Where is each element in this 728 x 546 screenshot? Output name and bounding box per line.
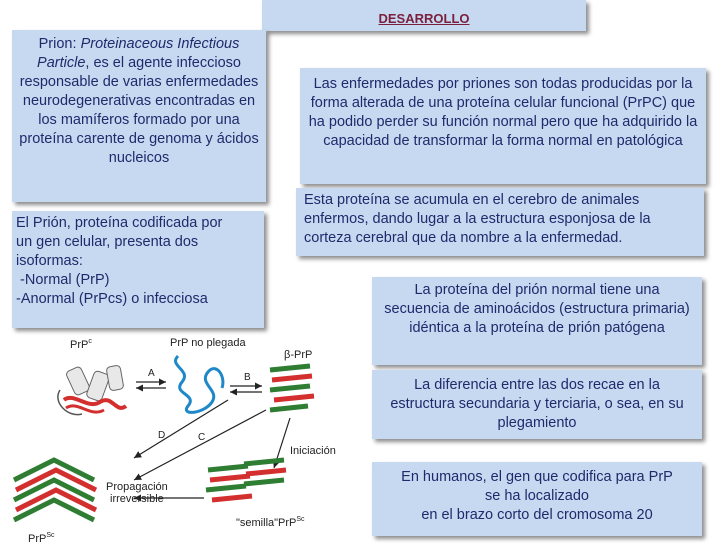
enfermedades-box	[300, 68, 706, 184]
unfolded-prp-icon	[176, 356, 223, 412]
semilla-prpsc-icon	[206, 460, 286, 500]
humanos-line-1: En humanos, el gen que codifica para PrP	[401, 469, 673, 485]
label-prpc: PrP$^c$	[70, 338, 92, 351]
isoformas-anormal: -Anormal (PrPcs) o infecciosa	[16, 291, 208, 307]
prion-definition-text: , es el agente infeccioso responsable de varias enfermedades neurodegenerativas encontradas en los mamíferos formado por una proteína carente de genoma y ácidos nucleicos	[19, 55, 259, 166]
label-iniciacion: Iniciación	[290, 445, 336, 457]
acumulacion-text: Esta proteína se acumula en el cerebro de animales enfermos, dando lugar a la estructura esponjosa de la corteza cerebral que da nombre a la enfermedad.	[304, 192, 651, 246]
label-prp-no-plegada: PrP no plegada	[170, 337, 246, 349]
enfermedades-text: Las enfermedades por priones son todas producidas por la forma alterada de una proteína celular funcional (PrPC) que ha podido perder su función normal pero que ha adquirido la capacidad de transformar la forma normal en patológica	[308, 76, 698, 149]
prion-term: Proteinaceous Infectious Particle	[37, 36, 240, 71]
label-arrow-a: A	[148, 368, 155, 379]
isoformas-normal: -Normal (PrP)	[16, 272, 110, 288]
label-semilla: "semilla"PrP$^{Sc}$	[236, 516, 305, 529]
prion-folding-diagram	[8, 330, 368, 546]
page-title: DESARROLLO	[378, 11, 470, 26]
proteina-normal-text: La proteína del prión normal tiene una secuencia de aminoácidos (estructura primaria) idéntica a la proteína de prión patógena	[384, 282, 690, 336]
title-box	[262, 0, 586, 31]
isoformas-box	[12, 211, 264, 328]
prpsc-fibril-icon	[14, 460, 96, 520]
isoformas-line: isoformas:	[16, 253, 83, 269]
arrow-c	[134, 410, 266, 480]
label-prpsc: PrP$^{Sc}$	[28, 532, 55, 545]
prion-prefix: Prion:	[38, 36, 81, 52]
humanos-box	[372, 462, 702, 536]
label-arrow-d: D	[158, 430, 166, 441]
isoformas-line: un gen celular, presenta dos	[16, 234, 199, 250]
acumulacion-box	[296, 188, 704, 256]
prion-definition-box	[12, 30, 266, 202]
isoformas-line: El Prión, proteína codificada por	[16, 215, 223, 231]
humanos-line-3: en el brazo corto del cromosoma 20	[421, 507, 653, 523]
diferencia-text: La diferencia entre las dos recae en la estructura secundaria y terciaria, o sea, en su plegamiento	[390, 377, 684, 431]
diferencia-box	[372, 370, 702, 439]
proteina-normal-box	[372, 277, 702, 365]
beta-prp-icon	[270, 366, 314, 410]
prpc-structure-icon	[58, 365, 126, 415]
humanos-line-2: se ha localizado	[485, 488, 589, 504]
arrow-d	[134, 400, 228, 458]
label-propagacion-2: irreversible	[110, 493, 164, 505]
label-arrow-b: B	[244, 372, 251, 383]
label-propagacion-1: Propagación	[106, 481, 168, 493]
label-arrow-c: C	[198, 432, 206, 443]
label-beta-prp: β-PrP	[284, 349, 313, 361]
